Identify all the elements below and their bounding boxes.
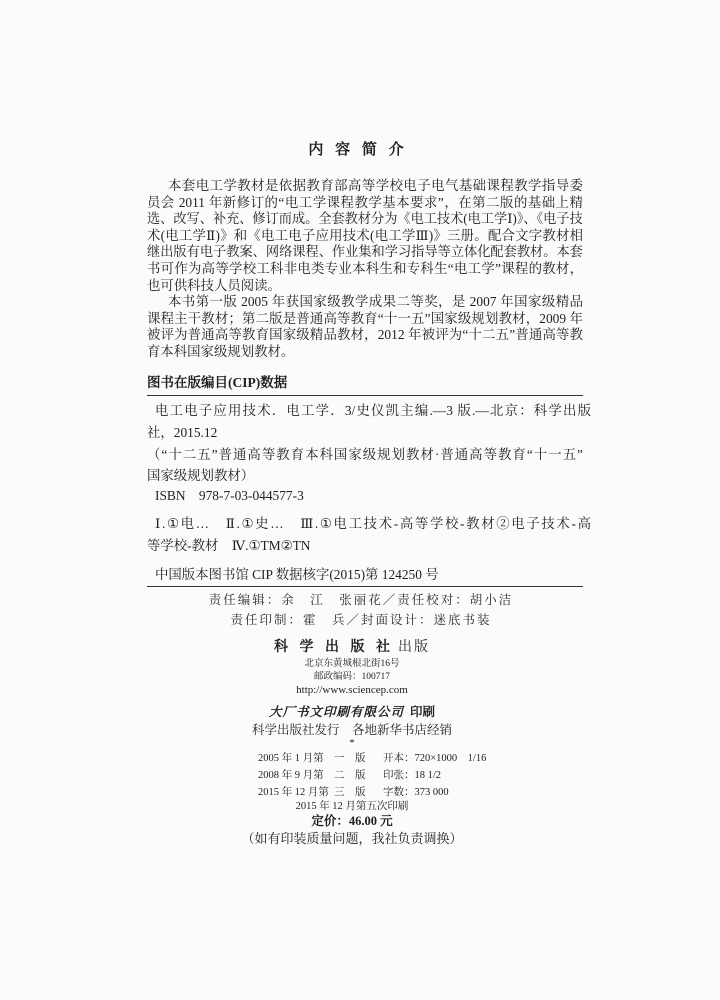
cip-line: 等学校-教材 Ⅳ.①TM②TN <box>147 538 311 553</box>
edition-unit: 版 <box>355 770 366 781</box>
intro-paragraph-1 <box>147 178 583 294</box>
publisher-postcode: 邮政编码：100717 <box>313 672 390 682</box>
edition-date: 2008 年 9 月第 <box>258 770 324 781</box>
cip-line: （“十二五”普通高等教育本科国家级规划教材·普通高等教育“十一五” <box>147 447 583 462</box>
cip-bottom-rule <box>147 586 583 587</box>
intro-line: 也可供科技人员阅读。 <box>147 277 281 293</box>
production-credits: 责任印制：霍 兵／封面设计：迷底书装 <box>230 613 492 627</box>
intro-line: 本套电工学教材是依据教育部高等学校电子电气基础课程教学指导委 <box>168 178 583 193</box>
printing-info: 2015 年 12 月第五次印刷 <box>295 801 409 812</box>
intro-line: 被评为普通高等教育国家级精品教材，2012 年被评为“十二五”普通高等教 <box>147 327 583 343</box>
publisher-suffix: 出版 <box>398 640 430 655</box>
intro-line: 本书第一版 2005 年获国家级教学成果二等奖，是 2007 年国家级精品 <box>168 294 583 310</box>
printer-name: 大厂书文印刷有限公司 <box>268 705 404 719</box>
intro-line: 员会 2011 年新修订的“电工学课程教学基本要求”，在第二版的基础上精 <box>147 194 583 210</box>
edition-spec: 印张：18 1/2 <box>383 770 442 781</box>
publisher-name: 科 学 出 版 社 <box>274 640 394 655</box>
intro-line: 育本科国家级规划教材。 <box>147 343 295 359</box>
edition-spec: 开本：720×1000 1/16 <box>383 753 487 764</box>
cip-isbn: ISBN 978-7-03-044577-3 <box>155 488 304 503</box>
printer-line <box>172 704 532 720</box>
edition-unit: 版 <box>355 787 366 798</box>
cip-record-number: 中国版本图书馆 CIP 数据核字(2015)第 124250 号 <box>155 567 439 582</box>
edition-date: 2015 年 12 月第 <box>258 787 329 798</box>
distribution-line: 科学出版社发行 各地新华书店经销 <box>251 723 452 737</box>
publisher-line <box>172 639 532 657</box>
cip-line: Ⅰ.①电… Ⅱ.①史… Ⅲ.①电工技术-高等学校-教材②电子技术-高 <box>155 516 591 531</box>
cip-top-rule <box>147 395 583 396</box>
edition-row <box>258 769 518 783</box>
intro-text <box>147 178 583 361</box>
edition-number: 一 <box>334 753 345 764</box>
intro-line: 书可作为高等学校工科非电类专业本科生和专科生“电工学”课程的教材， <box>147 260 583 276</box>
edition-date: 2005 年 1 月第 <box>258 753 324 764</box>
cip-heading: 图书在版编目(CIP)数据 <box>147 375 288 390</box>
edition-row <box>258 786 518 800</box>
cip-line: 电工电子应用技术．电工学．3/史仪凯主编.—3 版.—北京：科学出版 <box>155 403 591 418</box>
printer-suffix: 印刷 <box>410 705 436 719</box>
edition-row <box>258 752 518 766</box>
publisher-url: http://www.sciencep.com <box>296 684 408 696</box>
cip-line: 社，2015.12 <box>147 425 218 440</box>
separator-star: * <box>349 737 355 749</box>
intro-line: 继出版有电子教案、网络课程、作业集和学习指导等立体化配套教材。本套 <box>147 244 583 260</box>
intro-line: 课程主干教材；第二版是普通高等教育“十一五”国家级规划教材，2009 年 <box>147 310 583 326</box>
edition-number: 二 <box>334 770 345 781</box>
publisher-address: 北京东黄城根北街16号 <box>304 659 400 669</box>
intro-paragraph-2 <box>147 294 583 360</box>
intro-heading: 内 容 简 介 <box>308 142 408 158</box>
quality-notice: （如有印装质量问题，我社负责调换） <box>241 831 463 846</box>
price: 定价：46.00 元 <box>311 814 393 828</box>
edition-spec: 字数：373 000 <box>383 787 449 798</box>
editor-credits: 责任编辑：余 江 张丽花／责任校对：胡小洁 <box>208 593 514 607</box>
cip-line: 国家级规划教材） <box>147 468 255 483</box>
intro-line: 选、改写、补充、修订而成。全套教材分为《电工技术(电工学Ⅰ)》、《电子技 <box>147 211 583 227</box>
edition-number: 三 <box>334 787 345 798</box>
intro-line: 术(电工学Ⅱ)》和《电工电子应用技术(电工学Ⅲ)》三册。配合文字教材相 <box>147 227 583 243</box>
edition-unit: 版 <box>355 753 366 764</box>
